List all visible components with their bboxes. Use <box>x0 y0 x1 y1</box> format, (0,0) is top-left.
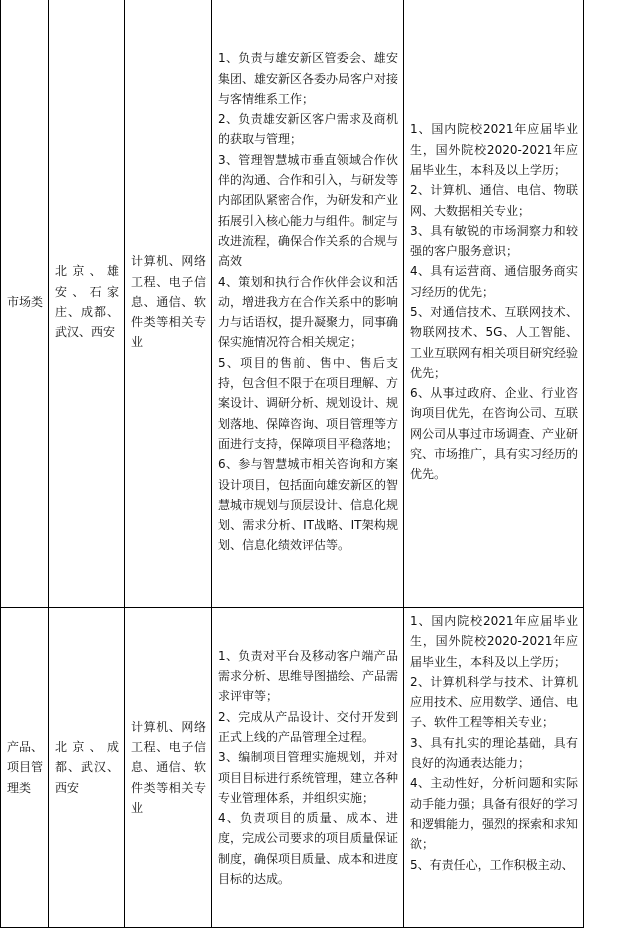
duties-cell <box>212 0 404 608</box>
requirement-item: 1、国内院校2021年应届毕业生，国外院校2020-2021年应届毕业生，本科及以上学历； <box>410 614 578 669</box>
requirement-item: 5、有责任心，工作积极主动、 <box>410 857 574 872</box>
requirements-list <box>410 119 578 484</box>
duty-item: 6、参与智慧城市相关咨询和方案设计项目，包括面向雄安新区的智慧城市规划与顶层设计、信息化规划、需求分析、IT战略、IT架构规划、信息化绩效评估等。 <box>218 457 399 553</box>
duty-item: 1、负责对平台及移动客户端产品需求分析、思维导图描绘、产品需求评审等； <box>218 648 399 704</box>
duties-cell <box>212 608 404 928</box>
duty-item: 4、负责项目的质量、成本、进度，完成公司要求的项目质量保证制度，确保项目质量、成本和进度目标的达成。 <box>218 811 399 886</box>
duties-list <box>218 48 398 555</box>
requirements-cell <box>404 0 584 608</box>
duty-item: 3、编制项目管理实施规划，并对项目目标进行系统管理，建立各种专业管理体系，并组织实施； <box>218 750 399 805</box>
duty-item: 1、负责与雄安新区管委会、雄安集团、雄安新区各委办局客户对接与客情维系工作； <box>218 51 399 106</box>
requirement-item: 3、具有扎实的理论基础，具有良好的沟通表达能力； <box>410 735 578 771</box>
major-cell: 计算机、网络工程、电子信息、通信、软件类等相关专业 <box>125 608 212 928</box>
duty-item: 2、完成从产品设计、交付开发到正式上线的产品管理全过程。 <box>218 709 398 744</box>
requirement-item: 2、计算机科学与技术、计算机应用技术、应用数学、通信、电子、软件工程等相关专业； <box>410 674 579 730</box>
duty-item: 3、管理智慧城市垂直领域合作伙伴的沟通、合作和引入，与研发等内部团队紧密合作，为研发和产业拓展引入核心能力与组件。制定与改进流程，确保合作关系的合规与高效 <box>218 152 399 269</box>
requirement-item: 4、具有运营商、通信服务商实习经历的优先； <box>410 264 578 299</box>
requirements-list <box>410 611 578 875</box>
location-cell: 北京、成都、武汉、西安 <box>49 608 125 928</box>
duties-list <box>218 646 398 890</box>
requirement-item: 5、对通信技术、互联网技术、物联网技术、5G、人工智能、工业互联网有相关项目研究经验优先； <box>410 305 579 380</box>
duty-item: 4、策划和执行合作伙伴会议和活动，增进我方在合作关系中的影响力与话语权，提升凝聚力，同事确保实施情况符合相关规定； <box>218 274 399 350</box>
requirement-item: 2、计算机、通信、电信、物联网、大数据相关专业； <box>410 183 578 218</box>
requirement-item: 3、具有敏锐的市场洞察力和较强的客户服务意识； <box>410 223 578 259</box>
category-cell: 市场类 <box>1 0 49 608</box>
major-cell: 计算机、网络工程、电子信息、通信、软件类等相关专业 <box>125 0 212 608</box>
requirement-item: 6、从事过政府、企业、行业咨询项目优先，在咨询公司、互联网公司从事过市场调查、产业研究、市场推广，具有实习经历的优先。 <box>410 386 579 482</box>
requirement-item: 1、国内院校2021年应届毕业生，国外院校2020-2021年应届毕业生，本科及以上学历； <box>410 122 578 177</box>
category-cell: 产品、项目管理类 <box>1 608 49 928</box>
duty-item: 2、负责雄安新区客户需求及商机的获取与管理； <box>218 112 398 147</box>
requirements-cell <box>404 608 584 928</box>
table-row-product <box>1 608 584 928</box>
table-row-market <box>1 0 584 608</box>
location-cell: 北京、雄安、石家庄、成都、武汉、西安 <box>49 0 125 608</box>
duty-item: 5、项目的售前、售中、售后支持，包含但不限于在项目理解、方案设计、调研分析、规划设计、规划落地、保障咨询、项目管理等方面进行支持，保障项目平稳落地； <box>218 355 399 451</box>
requirement-item: 4、主动性好，分析问题和实际动手能力强；具备有很好的学习和逻辑能力，强烈的探索和求知欲； <box>410 776 579 852</box>
